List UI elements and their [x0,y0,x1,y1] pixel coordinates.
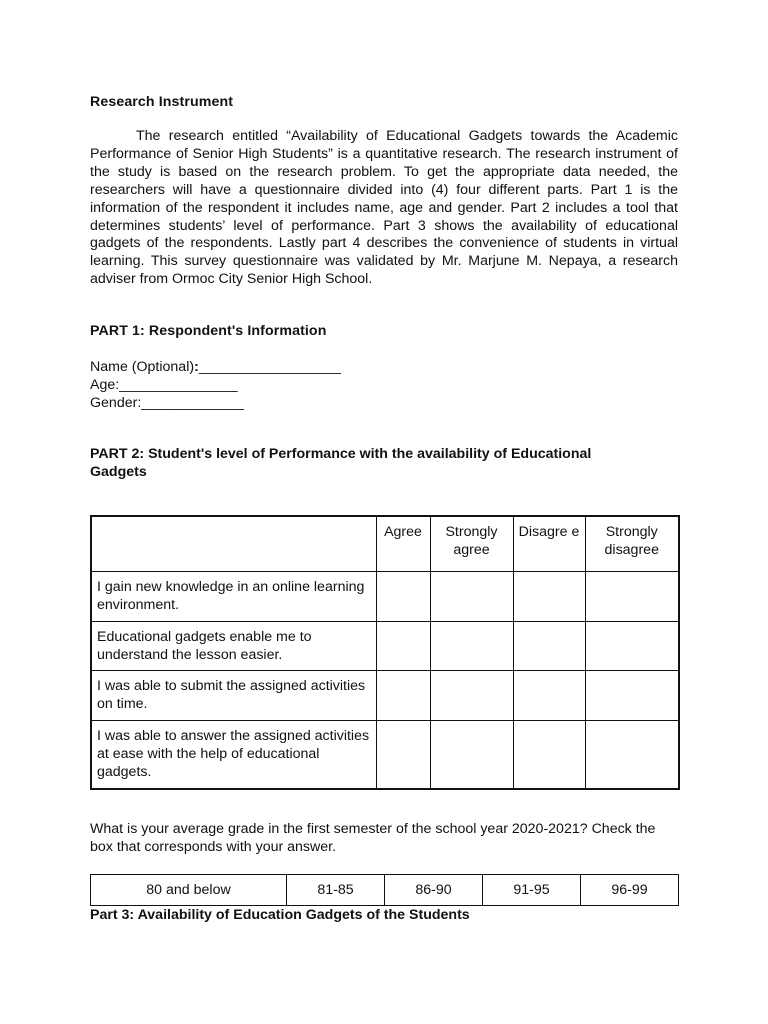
table-row [91,622,679,671]
page-title: Research Instrument [90,94,234,110]
agree-checkbox[interactable] [376,572,430,622]
grade-options-table [90,874,679,906]
disagree-checkbox[interactable] [513,721,585,790]
statement-cell: I was able to submit the assigned activities on time. [91,671,376,721]
grade-question: What is your average grade in the first semester of the school year 2020-2021? Check the box that corresponds with your answer. [90,821,656,855]
name-field[interactable] [90,359,341,375]
disagree-checkbox[interactable] [513,671,585,721]
header-agree: Agree [376,516,430,572]
strongly-disagree-checkbox[interactable] [585,721,679,790]
part1-heading: PART 1: Respondent's Information [90,323,327,339]
grade-option-81-85[interactable]: 81-85 [287,875,385,906]
header-strongly-agree: Strongly agree [430,516,513,572]
grade-option-91-95[interactable]: 91-95 [483,875,581,906]
gender-blank[interactable]: _____________ [141,395,244,411]
gender-label: Gender: [90,395,142,411]
table-row [91,572,679,622]
strongly-agree-checkbox[interactable] [430,622,513,671]
gender-field[interactable] [90,395,244,411]
header-strongly-disagree: Strongly disagree [585,516,679,572]
intro-paragraph [90,128,678,289]
strongly-agree-checkbox[interactable] [430,671,513,721]
header-statement [91,516,376,572]
age-label: Age: [90,377,120,393]
disagree-checkbox[interactable] [513,622,585,671]
grade-option-96-99[interactable]: 96-99 [581,875,679,906]
name-colon: : [194,359,199,375]
table-row [91,721,679,790]
grade-option-80-and-below[interactable]: 80 and below [91,875,287,906]
name-label: Name (Optional) [90,359,195,375]
strongly-disagree-checkbox[interactable] [585,572,679,622]
age-blank[interactable]: _______________ [119,377,238,393]
part3-heading: Part 3: Availability of Education Gadgets of the Students [90,907,470,923]
strongly-agree-checkbox[interactable] [430,721,513,790]
table-header-row [91,516,679,572]
statement-cell: Educational gadgets enable me to understand the lesson easier. [91,622,376,671]
header-disagree: Disagre e [513,516,585,572]
table-row [91,671,679,721]
part2-heading: PART 2: Student's level of Performance with the availability of Educational Gadgets [90,446,592,480]
agree-checkbox[interactable] [376,622,430,671]
intro-text: The research entitled “Availability of Educational Gadgets towards the Academic Performance of Senior High Students” is a quantitative research. The research instrument of the study is based on the research problem. To get the appropriate data needed, the researchers will have a questionnaire divided into (4) four different parts. Part 1 is the information of the respondent it includes name, age and gender. Part 2 includes a tool that determines students’ level of performance. Part 3 shows the availability of educational gadgets of the respondents. Lastly part 4 describes the convenience of students in virtual learning. This survey questionnaire was validated by Mr. Marjune M. Nepaya, a research adviser from Ormoc City Senior High School. [90,128,678,288]
disagree-checkbox[interactable] [513,572,585,622]
grade-option-86-90[interactable]: 86-90 [385,875,483,906]
agree-checkbox[interactable] [376,671,430,721]
strongly-agree-checkbox[interactable] [430,572,513,622]
agree-checkbox[interactable] [376,721,430,790]
performance-table [90,515,680,790]
strongly-disagree-checkbox[interactable] [585,671,679,721]
strongly-disagree-checkbox[interactable] [585,622,679,671]
age-field[interactable] [90,377,238,393]
statement-cell: I was able to answer the assigned activities at ease with the help of educational gadgets. [91,721,376,790]
grade-options-row [91,875,679,906]
name-blank[interactable]: __________________ [198,359,341,375]
statement-cell: I gain new knowledge in an online learning environment. [91,572,376,622]
